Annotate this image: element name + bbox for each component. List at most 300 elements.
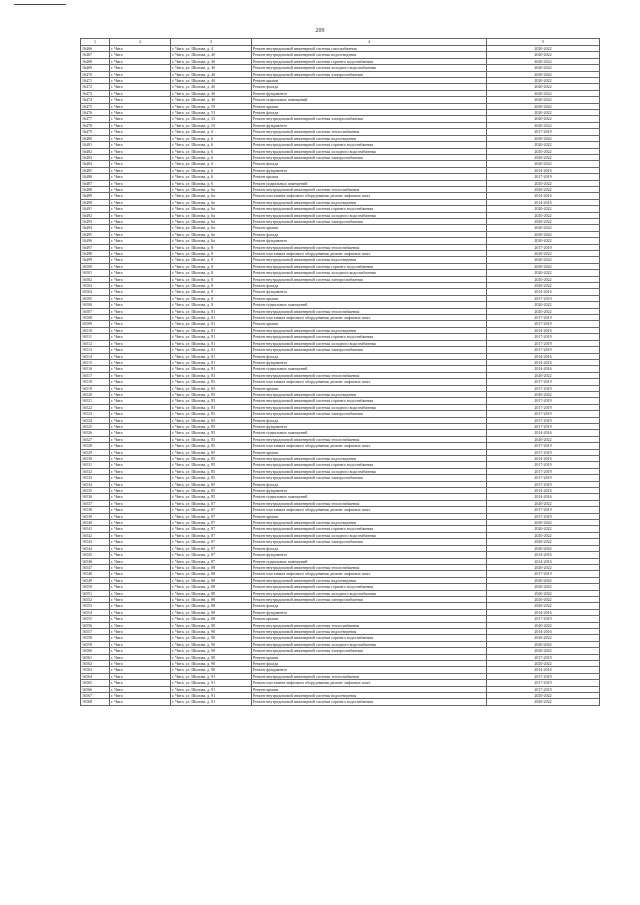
- cell-work-type: Ремонт или замена лифтового оборудования, ремонт лифтовых шахт: [252, 193, 487, 199]
- cell-locality: г. Чита: [110, 270, 171, 276]
- cell-period: 2014-2016: [487, 353, 600, 359]
- cell-row-number: 16531: [81, 462, 110, 468]
- cell-locality: г. Чита: [110, 635, 171, 641]
- cell-period: 2017-2019: [487, 443, 600, 449]
- cell-locality: г. Чита: [110, 315, 171, 321]
- cell-row-number: 16532: [81, 468, 110, 474]
- cell-row-number: 16548: [81, 571, 110, 577]
- cell-period: 2020-2022: [487, 596, 600, 602]
- cell-row-number: 16527: [81, 436, 110, 442]
- cell-work-type: Ремонт внутридомовой инженерной системы водоотведения: [252, 52, 487, 58]
- cell-period: 2020-2022: [487, 372, 600, 378]
- cell-address: г. Чита, ул. Шилова, д. 85: [171, 488, 252, 494]
- cell-locality: г. Чита: [110, 385, 171, 391]
- cell-locality: г. Чита: [110, 193, 171, 199]
- cell-period: 2017-2019: [487, 654, 600, 660]
- cell-locality: г. Чита: [110, 289, 171, 295]
- cell-address: г. Чита, ул. Шилова, д. 85: [171, 443, 252, 449]
- cell-row-number: 16551: [81, 590, 110, 596]
- cell-period: 2017-2019: [487, 404, 600, 410]
- cell-row-number: 16519: [81, 385, 110, 391]
- cell-locality: г. Чита: [110, 295, 171, 301]
- cell-row-number: 16563: [81, 667, 110, 673]
- cell-work-type: Ремонт фасада: [252, 417, 487, 423]
- cell-period: 2020-2022: [487, 308, 600, 314]
- cell-locality: г. Чита: [110, 340, 171, 346]
- cell-work-type: Ремонт внутридомовой инженерной системы теплоснабжения: [252, 308, 487, 314]
- cell-period: 2020-2022: [487, 218, 600, 224]
- cell-period: 2020-2022: [487, 78, 600, 84]
- cell-locality: г. Чита: [110, 180, 171, 186]
- cell-work-type: Ремонт внутридомовой инженерной системы горячего водоснабжения: [252, 462, 487, 468]
- cell-row-number: 16469: [81, 65, 110, 71]
- cell-row-number: 16509: [81, 321, 110, 327]
- cell-address: г. Чита, ул. Шилова, д. 88: [171, 616, 252, 622]
- cell-address: г. Чита, ул. Шилова, д. 6: [171, 154, 252, 160]
- cell-period: 2020-2022: [487, 161, 600, 167]
- cell-address: г. Чита, ул. Шилова, д. 90: [171, 635, 252, 641]
- cell-row-number: 16516: [81, 366, 110, 372]
- cell-address: г. Чита, ул. Шилова, д. 8: [171, 295, 252, 301]
- page-number: 209: [315, 28, 325, 34]
- cell-locality: г. Чита: [110, 391, 171, 397]
- cell-work-type: Ремонт внутридомовой инженерной системы электроснабжения: [252, 596, 487, 602]
- cell-period: 2014-2016: [487, 558, 600, 564]
- cell-locality: г. Чита: [110, 449, 171, 455]
- cell-address: г. Чита, ул. Шилова, д. 87: [171, 558, 252, 564]
- cell-locality: г. Чита: [110, 411, 171, 417]
- cell-locality: г. Чита: [110, 584, 171, 590]
- cell-period: 2020-2022: [487, 206, 600, 212]
- cell-period: 2020-2022: [487, 648, 600, 654]
- cell-address: г. Чита, ул. Шилова, д. 87: [171, 532, 252, 538]
- cell-address: г. Чита, ул. Шилова, д. 6: [171, 161, 252, 167]
- cell-row-number: 16499: [81, 257, 110, 263]
- cell-row-number: 16543: [81, 539, 110, 545]
- cell-address: г. Чита, ул. Шилова, д. 90: [171, 654, 252, 660]
- cell-period: 2017-2019: [487, 398, 600, 404]
- cell-period: 2020-2022: [487, 135, 600, 141]
- cell-work-type: Ремонт крыши: [252, 686, 487, 692]
- cell-locality: г. Чита: [110, 532, 171, 538]
- cell-locality: г. Чита: [110, 244, 171, 250]
- cell-address: г. Чита, ул. Шилова, д. 87: [171, 513, 252, 519]
- cell-work-type: Ремонт фасада: [252, 231, 487, 237]
- cell-address: г. Чита, ул. Шилова, д. 83: [171, 379, 252, 385]
- cell-row-number: 16568: [81, 699, 110, 705]
- cell-row-number: 16557: [81, 628, 110, 634]
- cell-period: 2017-2019: [487, 295, 600, 301]
- cell-period: 2020-2022: [487, 90, 600, 96]
- cell-period: 2020-2022: [487, 186, 600, 192]
- cell-work-type: Ремонт внутридомовой инженерной системы теплоснабжения: [252, 436, 487, 442]
- cell-address: г. Чита, ул. Шилова, д. 81: [171, 340, 252, 346]
- cell-period: 2020-2022: [487, 520, 600, 526]
- cell-work-type: Ремонт или замена лифтового оборудования, ремонт лифтовых шахт: [252, 251, 487, 257]
- cell-period: 2020-2022: [487, 122, 600, 128]
- cell-work-type: Ремонт фундамента: [252, 122, 487, 128]
- cell-period: 2014-2016: [487, 167, 600, 173]
- cell-period: 2017-2019: [487, 481, 600, 487]
- cell-address: г. Чита, ул. Шилова, д. 88: [171, 609, 252, 615]
- cell-period: 2020-2022: [487, 154, 600, 160]
- cell-row-number: 16545: [81, 552, 110, 558]
- cell-address: г. Чита, ул. Шилова, д. 53: [171, 110, 252, 116]
- cell-address: г. Чита, ул. Шилова, д. 81: [171, 327, 252, 333]
- cell-address: г. Чита, ул. Шилова, д. 90: [171, 661, 252, 667]
- cell-work-type: Ремонт подвальных помещений: [252, 430, 487, 436]
- cell-period: 2020-2022: [487, 532, 600, 538]
- cell-locality: г. Чита: [110, 148, 171, 154]
- cell-locality: г. Чита: [110, 468, 171, 474]
- cell-address: г. Чита, ул. Шилова, д. 4б: [171, 78, 252, 84]
- cell-row-number: 16534: [81, 481, 110, 487]
- cell-locality: г. Чита: [110, 616, 171, 622]
- cell-period: 2017-2019: [487, 129, 600, 135]
- cell-row-number: 16553: [81, 603, 110, 609]
- cell-address: г. Чита, ул. Шилова, д. 88: [171, 584, 252, 590]
- cell-locality: г. Чита: [110, 398, 171, 404]
- cell-row-number: 16493: [81, 218, 110, 224]
- cell-locality: г. Чита: [110, 654, 171, 660]
- cell-address: г. Чита, ул. Шилова, д. 88: [171, 564, 252, 570]
- cell-period: 2020-2022: [487, 641, 600, 647]
- cell-row-number: 16530: [81, 456, 110, 462]
- cell-work-type: Ремонт внутридомовой инженерной системы электроснабжения: [252, 276, 487, 282]
- cell-row-number: 16482: [81, 148, 110, 154]
- cell-row-number: 16476: [81, 110, 110, 116]
- cell-row-number: 16552: [81, 596, 110, 602]
- cell-period: 2020-2022: [487, 622, 600, 628]
- cell-row-number: 16488: [81, 186, 110, 192]
- cell-work-type: Ремонт внутридомовой инженерной системы электроснабжения: [252, 539, 487, 545]
- cell-locality: г. Чита: [110, 161, 171, 167]
- cell-period: 2014-2016: [487, 488, 600, 494]
- cell-period: 2020-2022: [487, 564, 600, 570]
- table-body: [81, 46, 600, 706]
- cell-locality: г. Чита: [110, 154, 171, 160]
- cell-work-type: Ремонт фундамента: [252, 359, 487, 365]
- cell-locality: г. Чита: [110, 327, 171, 333]
- cell-locality: г. Чита: [110, 257, 171, 263]
- cell-address: г. Чита, ул. Шилова, д. 81: [171, 321, 252, 327]
- cell-work-type: Ремонт внутридомовой инженерной системы теплоснабжения: [252, 372, 487, 378]
- cell-period: 2020-2022: [487, 584, 600, 590]
- cell-work-type: Ремонт внутридомовой инженерной системы горячего водоснабжения: [252, 263, 487, 269]
- cell-period: 2020-2022: [487, 661, 600, 667]
- cell-period: 2017-2019: [487, 462, 600, 468]
- cell-locality: г. Чита: [110, 84, 171, 90]
- cell-work-type: Ремонт или замена лифтового оборудования, ремонт лифтовых шахт: [252, 443, 487, 449]
- cell-row-number: 16558: [81, 635, 110, 641]
- cell-period: 2020-2022: [487, 545, 600, 551]
- cell-period: 2020-2022: [487, 97, 600, 103]
- cell-locality: г. Чита: [110, 174, 171, 180]
- cell-work-type: Ремонт внутридомовой инженерной системы горячего водоснабжения: [252, 526, 487, 532]
- header-rule: [14, 4, 66, 5]
- cell-address: г. Чита, ул. Шилова, д. 85: [171, 475, 252, 481]
- cell-row-number: 16494: [81, 225, 110, 231]
- cell-address: г. Чита, ул. Шилова, д. 4б: [171, 58, 252, 64]
- cell-work-type: Ремонт или замена лифтового оборудования, ремонт лифтовых шахт: [252, 507, 487, 513]
- cell-locality: г. Чита: [110, 520, 171, 526]
- cell-period: 2017-2019: [487, 507, 600, 513]
- cell-work-type: Ремонт подвальных помещений: [252, 97, 487, 103]
- cell-row-number: 16484: [81, 161, 110, 167]
- cell-row-number: 16542: [81, 532, 110, 538]
- cell-row-number: 16507: [81, 308, 110, 314]
- cell-address: г. Чита, ул. Шилова, д. 8: [171, 244, 252, 250]
- cell-work-type: Ремонт внутридомовой инженерной системы холодного водоснабжения: [252, 590, 487, 596]
- cell-locality: г. Чита: [110, 347, 171, 353]
- cell-period: 2020-2022: [487, 436, 600, 442]
- cell-work-type: Ремонт фасада: [252, 545, 487, 551]
- cell-work-type: Ремонт внутридомовой инженерной системы холодного водоснабжения: [252, 148, 487, 154]
- cell-period: 2017-2019: [487, 321, 600, 327]
- cell-locality: г. Чита: [110, 552, 171, 558]
- cell-locality: г. Чита: [110, 475, 171, 481]
- cell-work-type: Ремонт подвальных помещений: [252, 302, 487, 308]
- cell-period: 2014-2016: [487, 366, 600, 372]
- cell-locality: г. Чита: [110, 564, 171, 570]
- cell-address: г. Чита, ул. Шилова, д. 83: [171, 391, 252, 397]
- cell-locality: г. Чита: [110, 71, 171, 77]
- cell-row-number: 16512: [81, 340, 110, 346]
- cell-period: 2020-2022: [487, 283, 600, 289]
- cell-row-number: 16477: [81, 116, 110, 122]
- cell-address: г. Чита, ул. Шилова, д. 85: [171, 468, 252, 474]
- cell-row-number: 16472: [81, 84, 110, 90]
- cell-address: г. Чита, ул. Шилова, д. 88: [171, 603, 252, 609]
- cell-work-type: Ремонт или замена лифтового оборудования, ремонт лифтовых шахт: [252, 379, 487, 385]
- cell-address: г. Чита, ул. Шилова, д. 6: [171, 142, 252, 148]
- cell-address: г. Чита, ул. Шилова, д. 91: [171, 680, 252, 686]
- cell-work-type: Ремонт внутридомовой инженерной системы горячего водоснабжения: [252, 58, 487, 64]
- cell-address: г. Чита, ул. Шилова, д. 81: [171, 366, 252, 372]
- cell-address: г. Чита, ул. Шилова, д. 6а: [171, 199, 252, 205]
- cell-row-number: 16467: [81, 52, 110, 58]
- cell-period: 2017-2019: [487, 680, 600, 686]
- cell-locality: г. Чита: [110, 545, 171, 551]
- cell-work-type: Ремонт внутридомовой инженерной системы холодного водоснабжения: [252, 468, 487, 474]
- cell-locality: г. Чита: [110, 686, 171, 692]
- cell-period: 2020-2022: [487, 71, 600, 77]
- cell-work-type: Ремонт подвальных помещений: [252, 180, 487, 186]
- cell-row-number: 16511: [81, 334, 110, 340]
- cell-address: г. Чита, ул. Шилова, д. 4б: [171, 84, 252, 90]
- cell-row-number: 16565: [81, 680, 110, 686]
- cell-locality: г. Чита: [110, 628, 171, 634]
- cell-work-type: Ремонт внутридомовой инженерной системы электроснабжения: [252, 347, 487, 353]
- cell-period: 2014-2016: [487, 193, 600, 199]
- cell-work-type: Ремонт внутридомовой инженерной системы водоотведения: [252, 135, 487, 141]
- cell-row-number: 16538: [81, 507, 110, 513]
- cell-address: г. Чита, ул. Шилова, д. 90: [171, 628, 252, 634]
- cell-locality: г. Чита: [110, 494, 171, 500]
- cell-locality: г. Чита: [110, 308, 171, 314]
- cell-address: г. Чита, ул. Шилова, д. 87: [171, 507, 252, 513]
- cell-work-type: Ремонт внутридомовой инженерной системы теплоснабжения: [252, 564, 487, 570]
- cell-locality: г. Чита: [110, 283, 171, 289]
- cell-work-type: Ремонт крыши: [252, 449, 487, 455]
- col-header-3: 3: [171, 39, 252, 46]
- cell-period: 2020-2022: [487, 635, 600, 641]
- cell-address: г. Чита, ул. Шилова, д. 4б: [171, 90, 252, 96]
- cell-period: 2014-2016: [487, 628, 600, 634]
- cell-locality: г. Чита: [110, 238, 171, 244]
- cell-work-type: Ремонт внутридомовой инженерной системы электроснабжения: [252, 154, 487, 160]
- cell-locality: г. Чита: [110, 699, 171, 705]
- cell-address: г. Чита, ул. Шилова, д. 6: [171, 180, 252, 186]
- repair-schedule-table: [80, 38, 600, 706]
- cell-row-number: 16473: [81, 90, 110, 96]
- cell-period: 2017-2019: [487, 244, 600, 250]
- cell-work-type: Ремонт крыши: [252, 385, 487, 391]
- cell-locality: г. Чита: [110, 167, 171, 173]
- cell-locality: г. Чита: [110, 52, 171, 58]
- cell-address: г. Чита, ул. Шилова, д. 81: [171, 359, 252, 365]
- cell-address: г. Чита, ул. Шилова, д. 8: [171, 276, 252, 282]
- cell-period: 2014-2016: [487, 359, 600, 365]
- cell-row-number: 16478: [81, 122, 110, 128]
- cell-period: 2020-2022: [487, 84, 600, 90]
- cell-row-number: 16479: [81, 129, 110, 135]
- cell-row-number: 16515: [81, 359, 110, 365]
- cell-locality: г. Чита: [110, 462, 171, 468]
- cell-row-number: 16528: [81, 443, 110, 449]
- cell-row-number: 16471: [81, 78, 110, 84]
- cell-row-number: 16529: [81, 449, 110, 455]
- cell-work-type: Ремонт внутридомовой инженерной системы водоотведения: [252, 199, 487, 205]
- cell-row-number: 16540: [81, 520, 110, 526]
- cell-work-type: Ремонт внутридомовой инженерной системы горячего водоснабжения: [252, 699, 487, 705]
- cell-period: 2017-2019: [487, 513, 600, 519]
- cell-locality: г. Чита: [110, 218, 171, 224]
- cell-period: 2020-2022: [487, 263, 600, 269]
- cell-period: 2017-2019: [487, 340, 600, 346]
- cell-work-type: Ремонт внутридомовой инженерной системы теплоснабжения: [252, 500, 487, 506]
- cell-address: г. Чита, ул. Шилова, д. 90: [171, 641, 252, 647]
- cell-locality: г. Чита: [110, 507, 171, 513]
- col-header-2: 2: [110, 39, 171, 46]
- cell-period: 2020-2022: [487, 103, 600, 109]
- cell-row-number: 16480: [81, 135, 110, 141]
- cell-work-type: Ремонт внутридомовой инженерной системы холодного водоснабжения: [252, 641, 487, 647]
- cell-locality: г. Чита: [110, 481, 171, 487]
- cell-locality: г. Чита: [110, 199, 171, 205]
- cell-work-type: Ремонт внутридомовой инженерной системы горячего водоснабжения: [252, 142, 487, 148]
- cell-work-type: Ремонт внутридомовой инженерной системы теплоснабжения: [252, 129, 487, 135]
- cell-work-type: Ремонт внутридомовой инженерной системы водоотведения: [252, 577, 487, 583]
- cell-work-type: Ремонт внутридомовой инженерной системы горячего водоснабжения: [252, 398, 487, 404]
- cell-row-number: 16537: [81, 500, 110, 506]
- cell-address: г. Чита, ул. Шилова, д. 87: [171, 539, 252, 545]
- cell-row-number: 16505: [81, 295, 110, 301]
- cell-locality: г. Чита: [110, 142, 171, 148]
- cell-address: г. Чита, ул. Шилова, д. 88: [171, 590, 252, 596]
- cell-locality: г. Чита: [110, 693, 171, 699]
- cell-row-number: 16514: [81, 353, 110, 359]
- cell-period: 2014-2016: [487, 289, 600, 295]
- cell-address: г. Чита, ул. Шилова, д. 91: [171, 699, 252, 705]
- cell-locality: г. Чита: [110, 186, 171, 192]
- cell-period: 2017-2019: [487, 174, 600, 180]
- cell-address: г. Чита, ул. Шилова, д. 87: [171, 520, 252, 526]
- cell-row-number: 16541: [81, 526, 110, 532]
- cell-row-number: 16466: [81, 46, 110, 52]
- cell-work-type: Ремонт внутридомовой инженерной системы электроснабжения: [252, 116, 487, 122]
- cell-locality: г. Чита: [110, 135, 171, 141]
- cell-period: 2020-2022: [487, 180, 600, 186]
- cell-row-number: 16506: [81, 302, 110, 308]
- cell-period: 2020-2022: [487, 148, 600, 154]
- cell-period: 2020-2022: [487, 251, 600, 257]
- cell-address: г. Чита, ул. Шилова, д. 85: [171, 449, 252, 455]
- cell-row-number: 16485: [81, 167, 110, 173]
- cell-locality: г. Чита: [110, 404, 171, 410]
- cell-work-type: Ремонт фундамента: [252, 238, 487, 244]
- cell-row-number: 16526: [81, 430, 110, 436]
- cell-work-type: Ремонт фундамента: [252, 488, 487, 494]
- cell-locality: г. Чита: [110, 609, 171, 615]
- cell-locality: г. Чита: [110, 661, 171, 667]
- cell-work-type: Ремонт внутридомовой инженерной системы водоотведения: [252, 693, 487, 699]
- cell-period: 2017-2019: [487, 616, 600, 622]
- cell-row-number: 16554: [81, 609, 110, 615]
- cell-period: 2020-2022: [487, 231, 600, 237]
- cell-period: 2017-2019: [487, 423, 600, 429]
- cell-address: г. Чита, ул. Шилова, д. 83: [171, 385, 252, 391]
- cell-row-number: 16481: [81, 142, 110, 148]
- cell-address: г. Чита, ул. Шилова, д. 4б: [171, 97, 252, 103]
- cell-work-type: Ремонт фасада: [252, 84, 487, 90]
- cell-work-type: Ремонт внутридомовой инженерной системы водоотведения: [252, 520, 487, 526]
- cell-address: г. Чита, ул. Шилова, д. 53: [171, 103, 252, 109]
- cell-work-type: Ремонт внутридомовой инженерной системы водоотведения: [252, 391, 487, 397]
- cell-address: г. Чита, ул. Шилова, д. 85: [171, 456, 252, 462]
- cell-period: 2014-2016: [487, 494, 600, 500]
- cell-row-number: 16490: [81, 199, 110, 205]
- cell-period: 2020-2022: [487, 270, 600, 276]
- cell-period: 2020-2022: [487, 257, 600, 263]
- cell-locality: г. Чита: [110, 558, 171, 564]
- cell-row-number: 16500: [81, 263, 110, 269]
- cell-period: 2017-2019: [487, 475, 600, 481]
- cell-row-number: 16525: [81, 423, 110, 429]
- cell-period: 2020-2022: [487, 212, 600, 218]
- cell-work-type: Ремонт внутридомовой инженерной системы холодного водоснабжения: [252, 65, 487, 71]
- cell-address: г. Чита, ул. Шилова, д. 8: [171, 283, 252, 289]
- cell-period: 2020-2022: [487, 391, 600, 397]
- cell-address: г. Чита, ул. Шилова, д. 88: [171, 596, 252, 602]
- cell-work-type: Ремонт или замена лифтового оборудования, ремонт лифтовых шахт: [252, 571, 487, 577]
- cell-locality: г. Чита: [110, 263, 171, 269]
- cell-period: 2020-2022: [487, 110, 600, 116]
- cell-locality: г. Чита: [110, 103, 171, 109]
- cell-work-type: Ремонт или замена лифтового оборудования, ремонт лифтовых шахт: [252, 315, 487, 321]
- cell-row-number: 16547: [81, 564, 110, 570]
- cell-row-number: 16468: [81, 58, 110, 64]
- cell-locality: г. Чита: [110, 276, 171, 282]
- cell-work-type: Ремонт внутридомовой инженерной системы теплоснабжения: [252, 186, 487, 192]
- cell-period: 2020-2022: [487, 142, 600, 148]
- cell-work-type: Ремонт внутридомовой инженерной системы теплоснабжения: [252, 622, 487, 628]
- cell-row-number: 16535: [81, 488, 110, 494]
- cell-row-number: 16539: [81, 513, 110, 519]
- cell-address: г. Чита, ул. Шилова, д. 6: [171, 167, 252, 173]
- cell-address: г. Чита, ул. Шилова, д. 53: [171, 116, 252, 122]
- cell-period: 2014-2016: [487, 327, 600, 333]
